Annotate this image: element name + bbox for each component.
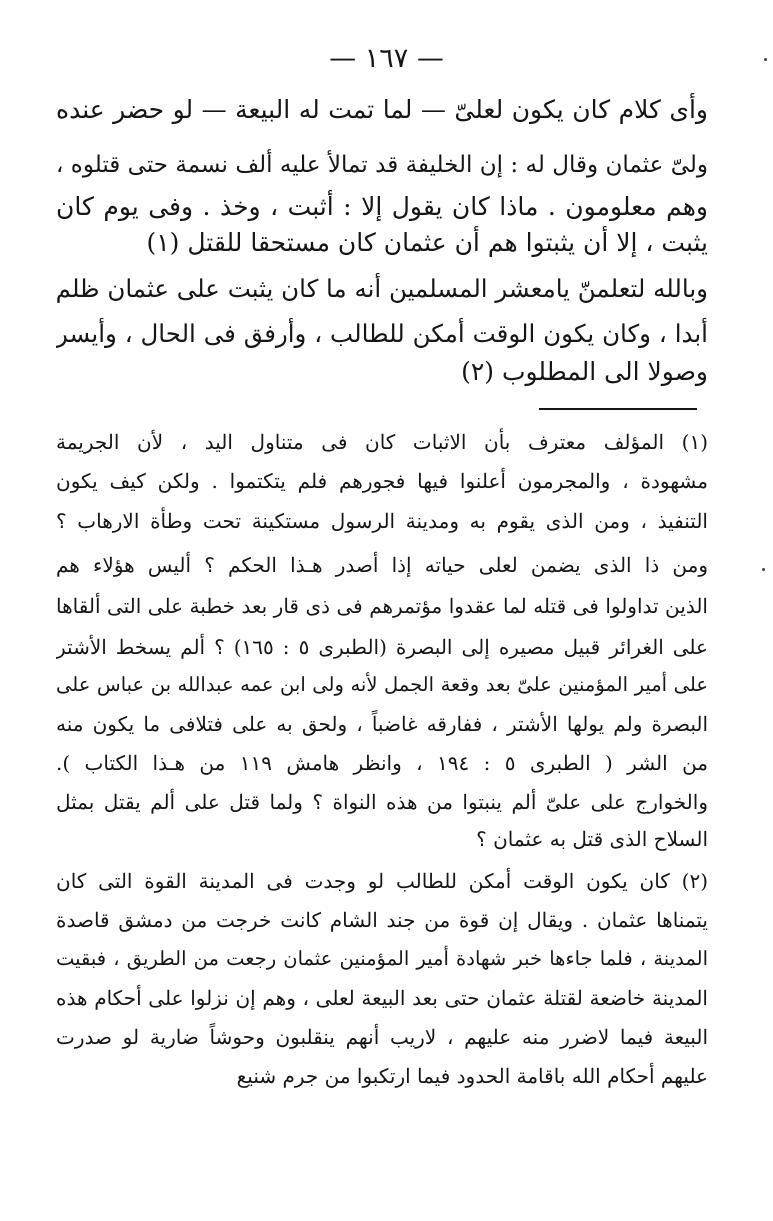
main-text-line: وأى كلام كان يكون لعلىّ — لما تمت له البيعة — لو حضر عنده [56, 95, 708, 124]
footnote-line: المدينة ، فلما جاءها خبر شهادة أمير المؤمنين عثمان رجعت من الطريق ، فبقيت [56, 947, 708, 970]
footnote-line: (٢) كان يكون الوقت أمكن للطالب لو وجدت فى المدينة القوة التى كان [56, 869, 708, 893]
main-text-line: وصولا الى المطلوب (٢) [461, 357, 708, 386]
main-text-line: ولىّ عثمان وقال له : إن الخليفة قد تمالأ عليه ألف نسمة حتى قتلوه ، [56, 152, 708, 178]
margin-speck [764, 58, 767, 61]
footnote-line: يتمناها عثمان . ويقال إن قوة من جند الشام كانت خرجت من دمشق قاصدة [56, 908, 708, 932]
main-text-line: أبدا ، وكان يكون الوقت أمكن للطالب ، وأرفق فى الحال ، وأيسر [56, 319, 708, 348]
footnote-line: على الغرائر قبيل مصيره إلى البصرة (الطبرى ٥ : ١٦٥) ؟ ألم يسخط الأشتر [56, 635, 708, 659]
footnote-line: البيعة فيما لاضرر منه عليهم ، لاريب أنهم ينقلبون وحوشاً ضارية لو صدرت [56, 1025, 708, 1049]
footnote-line: مشهودة ، والمجرمون أعلنوا فيها فجورهم فلم يتكتموا . ولكن كيف يكون [56, 469, 708, 493]
main-text-line: وبالله لتعلمنّ يامعشر المسلمين أنه ما كان يثبت على عثمان ظلم [56, 274, 708, 303]
footnote-line: والخوارج على علىّ ألم ينبتوا من هذه النواة ؟ ولما قتل على ألم يقتل بمثل [56, 790, 708, 814]
footnote-line: الذين تداولوا فى قتله لما عقدوا مؤتمرهم فى ذى قار بعد خطبة على التى ألقاها [56, 594, 708, 618]
page-number: — ١٦٧ — [329, 43, 444, 74]
footnote-line: السلاح الذى قتل به عثمان ؟ [476, 827, 708, 851]
main-text-line: وهم معلومون . ماذا كان يقول إلا : أثبت ، وخذ . وفى يوم كان [56, 192, 708, 221]
margin-speck [762, 568, 765, 571]
footnote-line: من الشر ( الطبرى ٥ : ١٩٤ ، وانظر هامش ١١٩ من هـذا الكتاب ). [56, 751, 708, 775]
footnote-line: (١) المؤلف معترف بأن الاثبات كان فى متناول اليد ، لأن الجريمة [56, 430, 708, 454]
main-text-line: يثبت ، إلا أن يثبتوا هم أن عثمان كان مستحقا للقتل (١) [146, 228, 708, 257]
footnote-separator [539, 408, 697, 410]
footnote-line: البصرة ولم يولها الأشتر ، ففارقه غاضباً ، ولحق به على فتلافى ما يكون منه [56, 712, 708, 736]
footnote-line: على أمير المؤمنين علىّ بعد وقعة الجمل لأنه ولى ابن عمه عبدالله بن عباس على [56, 673, 708, 696]
footnote-line: عليهم أحكام الله باقامة الحدود فيما ارتكبوا من جرم شنيع [236, 1064, 708, 1088]
footnote-line: التنفيذ ، ومن الذى يقوم به ومدينة الرسول مستكينة تحت وطأة الارهاب ؟ [56, 509, 708, 533]
footnote-line: المدينة خاضعة لقتلة عثمان حتى بعد البيعة لعلى ، وهم إن نزلوا على أحكام هذه [56, 986, 708, 1010]
footnote-line: ومن ذا الذى يضمن لعلى حياته إذا أصدر هـذا الحكم ؟ أليس هؤلاء هم [56, 553, 708, 577]
